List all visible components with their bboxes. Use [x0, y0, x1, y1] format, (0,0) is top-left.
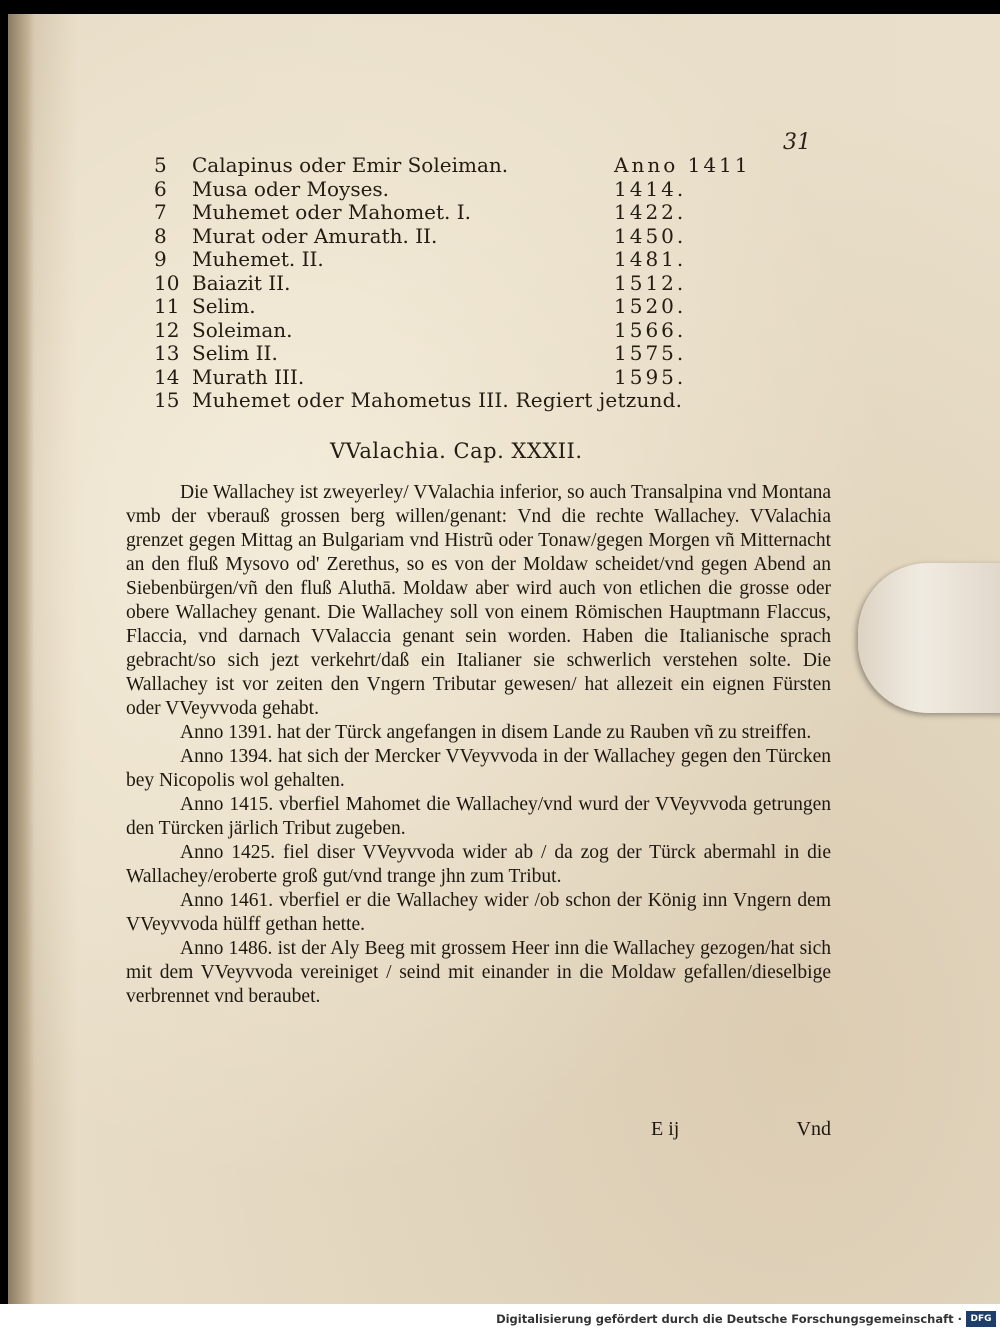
bookmark-tab [858, 563, 1000, 713]
paragraph: Anno 1461. vberfiel er die Wallachey wider /ob schon der König inn Vngern dem VVeyvvoda hülff gethan hette. [126, 890, 831, 935]
ruler-number: 10 [154, 270, 180, 295]
ruler-name: Muhemet oder Mahometus III. Regiert jetzund. [192, 388, 683, 412]
ruler-number: 13 [154, 341, 180, 365]
ruler-number: 12 [154, 317, 180, 342]
list-item [154, 342, 714, 366]
ruler-number: 8 [154, 223, 167, 248]
page-number: 31 [783, 130, 811, 155]
list-item [154, 178, 714, 202]
ruler-name: Baiazit II. [192, 270, 291, 295]
paragraph: Anno 1425. fiel diser VVeyvvoda wider ab / da zog der Türck abermahl in die Wallachey/eroberte groß gut/vnd trange jhn zum Tribut. [126, 842, 831, 887]
ruler-name: Muhemet. II. [192, 247, 324, 271]
list-item [154, 201, 714, 225]
list-item [154, 389, 714, 413]
ruler-year: 1575. [614, 341, 687, 365]
ruler-year: 1520. [614, 294, 687, 318]
ruler-name: Calapinus oder Emir Soleiman. [192, 153, 509, 177]
ruler-year: 1414. [614, 176, 687, 201]
list-item [154, 248, 714, 272]
banner-text: Digitalisierung gefördert durch die Deutsche Forschungsgemeinschaft · [496, 1312, 962, 1326]
ruler-number: 11 [154, 294, 180, 318]
ruler-name: Selim. [192, 294, 256, 318]
ruler-number: 6 [154, 176, 167, 201]
list-item [154, 295, 714, 319]
list-item [154, 272, 714, 296]
paragraph: Anno 1486. ist der Aly Beeg mit grossem Heer inn die Wallachey gezogen/hat sich mit dem VVeyvvoda vereiniget / seind mit einander in die Moldaw gefallen/dieselbige verbrennet vnd beraubet. [126, 938, 831, 1007]
ruler-name: Soleiman. [192, 317, 293, 342]
ruler-number: 5 [154, 153, 167, 177]
ruler-year: 1512. [614, 270, 687, 295]
ruler-year: 1595. [614, 364, 687, 389]
list-item [154, 225, 714, 249]
paragraph: Die Wallachey ist zweyerley/ VValachia inferior, so auch Transalpina vnd Montana vmb der vberauß grossen berg willen/genant: Vnd die rechte Wallachey. VValachia grenzet gegen Mittag an Bulgariam vnd Histrũ oder Tonaw/gegen Morgen vñ Mitternacht an den fluß Mysovo od' Zerethus, so es von der Moldaw scheidet/vnd gegen Abend an Siebenbürgen/vñ den fluß Aluthā. Moldaw aber wird auch von etlichen die grosse oder obere Wallachey genant. Die Wallachey soll von einem Römischen Hauptmann Flaccus, Flaccia, vnd darnach VValaccia genant sein worden. Haben die Italianische sprach gebracht/so sich jezt verkehrt/daß ein Italianer sie schwerlich verstehen solte. Die Wallachey ist vor zeiten den Vngern Tributar gewesen/ hat allezeit ein eignen Fürsten oder VVeyvvoda gehabt. [126, 482, 831, 719]
list-item [154, 366, 714, 390]
paragraph: Anno 1391. hat der Türck angefangen in disem Lande zu Rauben vñ zu streiffen. [180, 722, 812, 743]
digitization-banner [0, 1304, 1000, 1334]
ruler-number: 9 [154, 247, 167, 271]
ruler-number: 14 [154, 364, 180, 389]
ruler-year: 1422. [614, 200, 687, 224]
ruler-year: 1481. [614, 247, 687, 271]
ruler-name: Muhemet oder Mahomet. I. [192, 200, 472, 224]
chapter-heading: VValachia. Cap. XXXII. [330, 439, 583, 463]
book-page [8, 14, 1000, 1304]
ruler-number: 15 [154, 388, 180, 412]
ruler-name: Musa oder Moyses. [192, 176, 390, 201]
list-item [154, 319, 714, 343]
paragraph: Anno 1394. hat sich der Mercker VVeyvvoda in der Wallachey gegen den Türcken bey Nicopolis wol gehalten. [126, 746, 831, 791]
page-gutter [8, 14, 34, 1304]
ruler-name: Selim II. [192, 341, 278, 365]
ruler-name: Murat oder Amurath. II. [192, 223, 438, 248]
ruler-name: Murath III. [192, 364, 305, 389]
dfg-logo-icon: DFG [966, 1311, 996, 1327]
ruler-number: 7 [154, 200, 167, 224]
catchword: Vnd [796, 1118, 831, 1140]
paragraph: Anno 1415. vberfiel Mahomet die Wallachey/vnd wurd der VVeyvvoda getrungen den Türcken järlich Tribut zugeben. [126, 794, 831, 839]
body-text [126, 481, 831, 1009]
ruler-year: 1566. [614, 317, 687, 342]
ruler-year: Anno 1411 [614, 153, 751, 177]
signature-mark: E ij [651, 1118, 680, 1140]
ruler-list [154, 153, 751, 413]
ruler-year: 1450. [614, 223, 687, 248]
list-item [154, 153, 751, 178]
